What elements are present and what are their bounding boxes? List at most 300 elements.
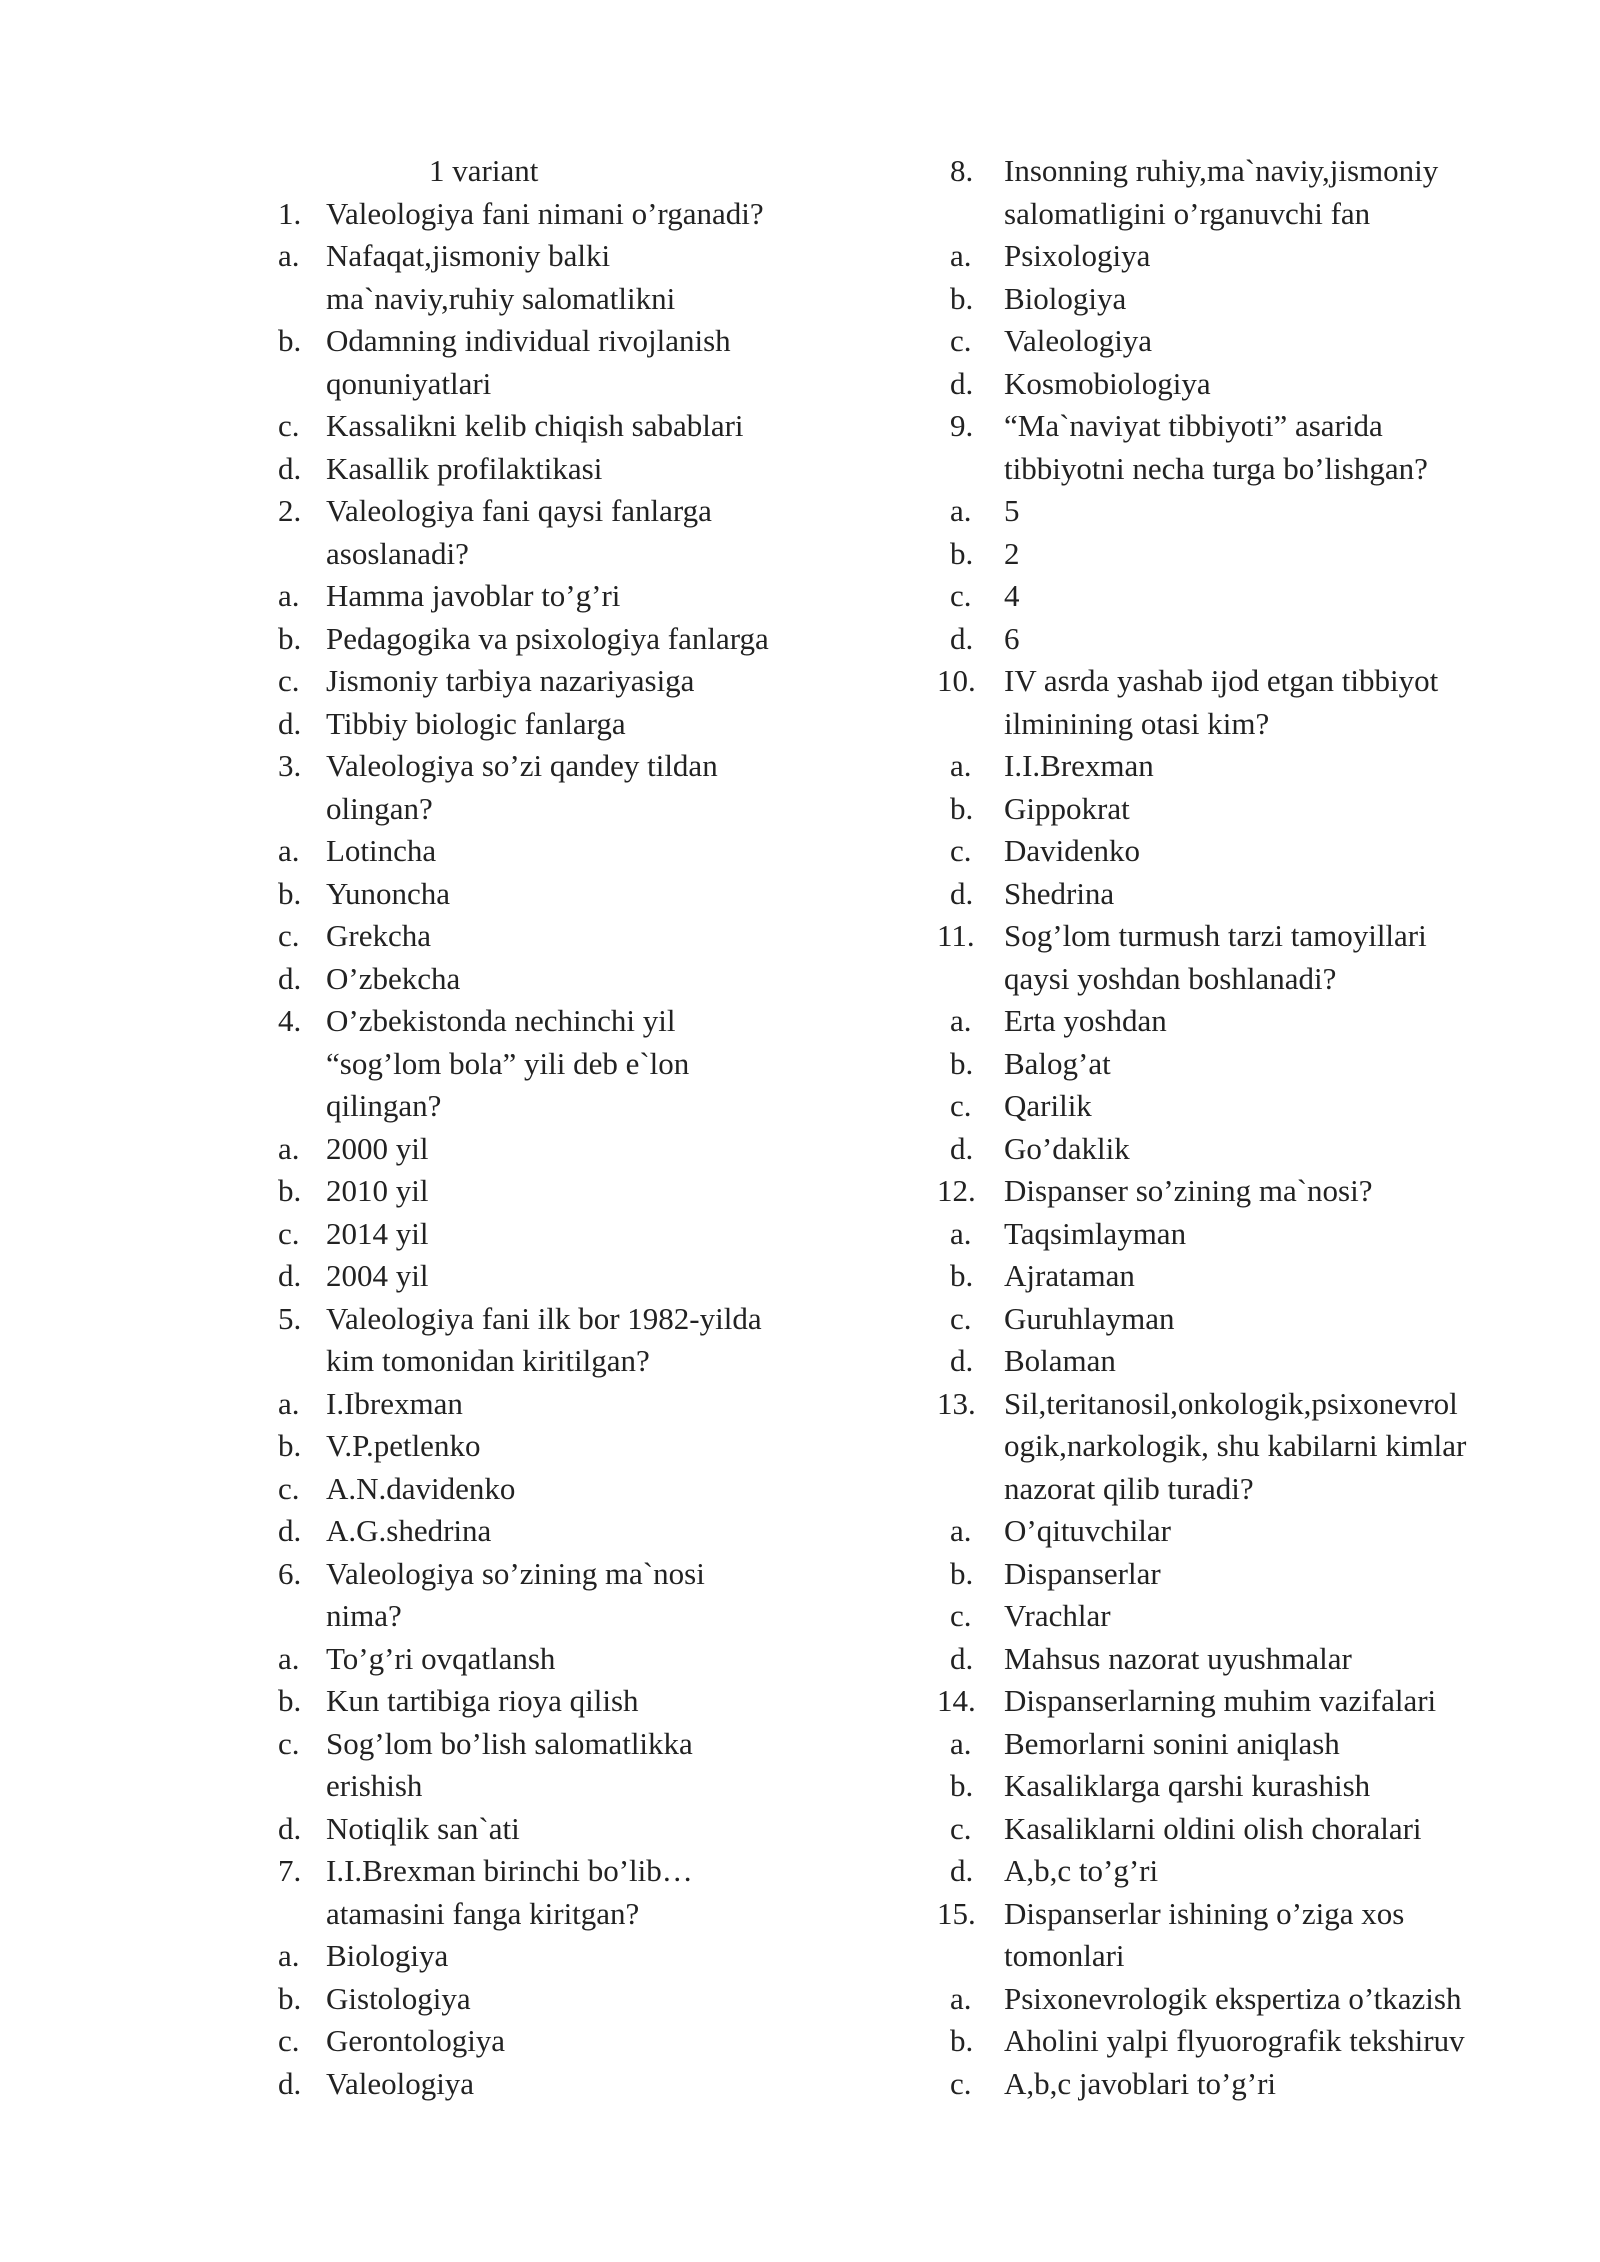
answer-option	[937, 1978, 1507, 2021]
question-item	[937, 1893, 1507, 1978]
text-line: Kasallik profilaktikasi	[326, 450, 603, 486]
text-line: erishish	[326, 1768, 423, 1803]
answer-option	[262, 1170, 822, 1213]
text-line: Nafaqat,jismoniy balki	[326, 238, 611, 273]
text-line: Valeologiya fani nimani o’rganadi?	[326, 195, 764, 231]
option-text	[1004, 1128, 1507, 1171]
text-line: Go’daklik	[1004, 1130, 1130, 1166]
option-text	[1004, 1808, 1507, 1851]
question-item	[937, 1170, 1507, 1213]
text-line: Sog’lom bo’lish salomatlikka	[326, 1725, 693, 1761]
option-text	[326, 575, 822, 618]
variant-heading: 1 variant	[429, 153, 539, 188]
option-text	[1004, 830, 1507, 873]
text-line: ogik,narkologik, shu kabilarni kimlar	[1004, 1428, 1467, 1463]
answer-option	[262, 235, 822, 320]
answer-option	[262, 320, 822, 405]
text-line: Balog’at	[1004, 1045, 1111, 1081]
text-line: Qarilik	[1004, 1088, 1092, 1123]
text-line: tibbiyotni necha turga bo’lishgan?	[1004, 450, 1428, 486]
option-text	[326, 830, 822, 873]
answer-option	[937, 1255, 1507, 1298]
text-line: Kasaliklarni oldini olish choralari	[1004, 1810, 1422, 1846]
option-letter: d.	[950, 875, 974, 911]
answer-option	[262, 660, 822, 703]
answer-option	[262, 1213, 822, 1256]
option-text	[1004, 1298, 1507, 1341]
option-letter: b.	[278, 1683, 302, 1718]
text-line: kim tomonidan kiritilgan?	[326, 1343, 650, 1378]
text-line: Tibbiy biologic fanlarga	[326, 705, 626, 741]
question-item	[262, 1000, 822, 1128]
text-line: Vrachlar	[1004, 1598, 1111, 1633]
answer-option	[262, 958, 822, 1001]
answer-option	[262, 2063, 822, 2106]
answer-option	[937, 788, 1507, 831]
option-letter: c.	[278, 1470, 300, 1506]
question-number: 15.	[937, 1895, 976, 1931]
option-letter: a.	[950, 1725, 972, 1761]
question-number: 11.	[937, 918, 975, 953]
text-line: Dispanserlar	[1004, 1555, 1161, 1591]
option-letter: c.	[950, 578, 972, 613]
option-text	[1004, 2063, 1507, 2106]
question-text	[326, 745, 822, 830]
option-text	[326, 703, 822, 746]
option-text	[1004, 1595, 1507, 1638]
answer-option	[937, 235, 1507, 278]
option-letter: a.	[950, 1513, 972, 1548]
option-letter: c.	[278, 918, 300, 953]
option-letter: d.	[278, 705, 302, 741]
option-text	[1004, 235, 1507, 278]
option-text	[326, 958, 822, 1001]
text-line: A.N.davidenko	[326, 1470, 516, 1506]
option-letter: c.	[950, 2065, 972, 2101]
question-text	[1004, 1893, 1507, 1978]
option-letter: d.	[278, 1810, 302, 1846]
option-letter: d.	[950, 1853, 974, 1888]
answer-option	[262, 448, 822, 491]
question-item	[262, 193, 822, 236]
text-line: 2010 yil	[326, 1173, 429, 1208]
question-text	[1004, 1383, 1507, 1511]
text-line: Dispanserlarning muhim vazifalari	[1004, 1683, 1437, 1718]
option-text	[326, 2020, 822, 2063]
text-line: Shedrina	[1004, 875, 1115, 911]
answer-option	[262, 873, 822, 916]
option-letter: a.	[278, 578, 300, 613]
question-number: 9.	[950, 408, 974, 443]
question-number: 5.	[278, 1300, 302, 1336]
question-text	[1004, 660, 1507, 745]
text-line: Davidenko	[1004, 833, 1141, 868]
text-line: “sog’lom bola” yili deb e`lon	[326, 1045, 690, 1081]
text-line: Grekcha	[326, 918, 431, 953]
answer-option	[262, 830, 822, 873]
text-line: Valeologiya	[1004, 323, 1153, 358]
text-line: nazorat qilib turadi?	[1004, 1470, 1254, 1506]
option-letter: d.	[278, 1513, 302, 1548]
option-text	[326, 405, 822, 448]
answer-option	[937, 1085, 1507, 1128]
text-line: 6	[1004, 620, 1020, 656]
option-letter: b.	[950, 1258, 974, 1293]
option-text	[1004, 1000, 1507, 1043]
option-letter: b.	[278, 1980, 302, 2016]
option-letter: a.	[278, 238, 300, 273]
question-item	[937, 660, 1507, 745]
question-text	[1004, 915, 1507, 1000]
option-text	[1004, 1978, 1507, 2021]
answer-option	[937, 278, 1507, 321]
answer-option	[262, 1638, 822, 1681]
question-number: 13.	[937, 1385, 976, 1421]
text-line: 4	[1004, 578, 1020, 613]
option-text	[326, 2063, 822, 2106]
answer-option	[937, 830, 1507, 873]
text-line: olingan?	[326, 790, 433, 826]
text-line: Kun tartibiga rioya qilish	[326, 1683, 639, 1718]
text-line: O’qituvchilar	[1004, 1513, 1172, 1548]
option-letter: d.	[278, 1258, 302, 1293]
text-line: O’zbekistonda nechinchi yil	[326, 1003, 676, 1038]
answer-option	[262, 575, 822, 618]
text-line: Odamning individual rivojlanish	[326, 323, 731, 358]
option-text	[1004, 618, 1507, 661]
option-letter: b.	[278, 323, 302, 358]
option-text	[326, 1468, 822, 1511]
option-letter: c.	[278, 408, 300, 443]
question-text	[326, 193, 822, 236]
answer-option	[262, 1935, 822, 1978]
answer-option	[262, 2020, 822, 2063]
question-number: 6.	[278, 1555, 302, 1591]
answer-option	[937, 490, 1507, 533]
text-line: Aholini yalpi flyuorografik tekshiruv	[1004, 2023, 1465, 2058]
option-letter: a.	[278, 1938, 300, 1973]
text-line: Hamma javoblar to’g’ri	[326, 578, 621, 613]
question-item	[937, 405, 1507, 490]
text-line: 2	[1004, 535, 1020, 571]
answer-option	[937, 533, 1507, 576]
option-text	[326, 1425, 822, 1468]
option-text	[326, 1383, 822, 1426]
option-letter: d.	[278, 450, 302, 486]
option-text	[1004, 1255, 1507, 1298]
answer-option	[937, 1723, 1507, 1766]
question-text	[326, 1298, 822, 1383]
option-text	[1004, 1085, 1507, 1128]
option-letter: c.	[278, 1725, 300, 1761]
text-line: Notiqlik san`ati	[326, 1810, 520, 1846]
option-text	[326, 1680, 822, 1723]
option-letter: a.	[950, 1215, 972, 1251]
option-text	[1004, 2020, 1507, 2063]
text-line: tomonlari	[1004, 1938, 1125, 1973]
text-line: Bolaman	[1004, 1343, 1116, 1378]
text-line: “Ma`naviyat tibbiyoti” asarida	[1004, 408, 1383, 443]
option-text	[1004, 1510, 1507, 1553]
option-text	[1004, 1340, 1507, 1383]
option-text	[1004, 1765, 1507, 1808]
option-letter: c.	[950, 1598, 972, 1633]
question-number: 10.	[937, 663, 976, 698]
answer-option	[937, 1510, 1507, 1553]
option-letter: b.	[950, 790, 974, 826]
text-line: Mahsus nazorat uyushmalar	[1004, 1640, 1352, 1676]
text-line: Kassalikni kelib chiqish sabablari	[326, 408, 744, 443]
option-text	[1004, 1553, 1507, 1596]
text-line: qonuniyatlari	[326, 365, 492, 401]
option-letter: c.	[278, 663, 300, 698]
option-text	[326, 1170, 822, 1213]
question-text	[326, 1553, 822, 1638]
option-text	[1004, 1638, 1507, 1681]
text-line: Biologiya	[1004, 280, 1127, 316]
option-text	[1004, 533, 1507, 576]
answer-option	[937, 873, 1507, 916]
option-letter: b.	[950, 1555, 974, 1591]
text-line: Psixologiya	[1004, 238, 1151, 273]
option-letter: c.	[950, 1810, 972, 1846]
option-text	[326, 1723, 822, 1808]
option-letter: a.	[278, 1385, 300, 1421]
option-letter: b.	[950, 2023, 974, 2058]
text-line: 2000 yil	[326, 1130, 429, 1166]
option-text	[1004, 788, 1507, 831]
text-line: O’zbekcha	[326, 960, 461, 996]
question-item	[937, 915, 1507, 1000]
option-letter: a.	[278, 1130, 300, 1166]
question-text	[1004, 150, 1507, 235]
option-letter: d.	[950, 1640, 974, 1676]
option-letter: b.	[950, 1045, 974, 1081]
answer-option	[937, 1298, 1507, 1341]
option-text	[1004, 1723, 1507, 1766]
question-text	[326, 1000, 822, 1128]
answer-option	[262, 1680, 822, 1723]
answer-option	[937, 575, 1507, 618]
answer-option	[262, 618, 822, 661]
option-text	[1004, 745, 1507, 788]
answer-option	[937, 1850, 1507, 1893]
text-line: Gistologiya	[326, 1980, 471, 2016]
answer-option	[937, 2020, 1507, 2063]
answer-option	[262, 1808, 822, 1851]
option-letter: a.	[278, 1640, 300, 1676]
option-letter: b.	[278, 1173, 302, 1208]
option-text	[1004, 320, 1507, 363]
text-line: 2004 yil	[326, 1258, 429, 1293]
text-line: A,b,c to’g’ri	[1004, 1853, 1159, 1888]
option-letter: c.	[950, 1088, 972, 1123]
text-line: I.I.Brexman birinchi bo’lib…	[326, 1853, 693, 1888]
question-item	[262, 745, 822, 830]
text-line: Gerontologiya	[326, 2023, 506, 2058]
question-text	[1004, 1680, 1507, 1723]
text-line: Kosmobiologiya	[1004, 365, 1211, 401]
question-text	[326, 490, 822, 575]
text-line: A.G.shedrina	[326, 1513, 492, 1548]
option-letter: d.	[278, 2065, 302, 2101]
answer-option	[262, 1978, 822, 2021]
question-number: 12.	[937, 1173, 976, 1208]
text-line: Pedagogika va psixologiya fanlarga	[326, 620, 769, 656]
option-letter: d.	[278, 960, 302, 996]
text-line: Valeologiya so’zining ma`nosi	[326, 1555, 705, 1591]
question-text	[1004, 405, 1507, 490]
question-number: 14.	[937, 1683, 976, 1718]
option-text	[326, 1978, 822, 2021]
text-line: Valeologiya so’zi qandey tildan	[326, 748, 718, 783]
text-line: Bemorlarni sonini aniqlash	[1004, 1725, 1340, 1761]
question-number: 1.	[278, 195, 302, 231]
answer-option	[937, 1043, 1507, 1086]
answer-option	[937, 1128, 1507, 1171]
answer-option	[937, 363, 1507, 406]
option-text	[1004, 1213, 1507, 1256]
text-line: Guruhlayman	[1004, 1300, 1175, 1336]
option-letter: b.	[950, 1768, 974, 1803]
text-line: 5	[1004, 493, 1020, 528]
answer-option	[937, 320, 1507, 363]
answer-option	[262, 915, 822, 958]
answer-option	[262, 1128, 822, 1171]
text-line: qilingan?	[326, 1088, 442, 1123]
answer-option	[262, 1468, 822, 1511]
text-line: I.Ibrexman	[326, 1385, 463, 1421]
text-line: Valeologiya fani qaysi fanlarga	[326, 493, 712, 528]
text-line: Lotincha	[326, 833, 437, 868]
option-text	[326, 1128, 822, 1171]
question-number: 3.	[278, 748, 302, 783]
text-line: Kasaliklarga qarshi kurashish	[1004, 1768, 1371, 1803]
option-text	[1004, 278, 1507, 321]
answer-option	[262, 1255, 822, 1298]
question-item	[937, 150, 1507, 235]
text-line: IV asrda yashab ijod etgan tibbiyot	[1004, 663, 1439, 698]
question-item	[262, 1298, 822, 1383]
option-text	[326, 1255, 822, 1298]
answer-option	[937, 1000, 1507, 1043]
option-text	[326, 915, 822, 958]
question-number: 7.	[278, 1853, 302, 1888]
option-text	[326, 448, 822, 491]
text-line: atamasini fanga kiritgan?	[326, 1895, 640, 1931]
option-text	[326, 618, 822, 661]
question-item	[262, 1850, 822, 1935]
text-line: V.P.petlenko	[326, 1428, 481, 1463]
text-line: ma`naviy,ruhiy salomatlikni	[326, 280, 676, 316]
option-text	[326, 1213, 822, 1256]
option-letter: d.	[950, 1343, 974, 1378]
text-line: qaysi yoshdan boshlanadi?	[1004, 960, 1337, 996]
option-letter: b.	[278, 875, 302, 911]
text-line: Valeologiya	[326, 2065, 475, 2101]
option-letter: d.	[950, 620, 974, 656]
question-item	[262, 1553, 822, 1638]
question-number: 8.	[950, 153, 974, 188]
text-line: To’g’ri ovqatlansh	[326, 1640, 556, 1676]
question-number: 4.	[278, 1003, 302, 1038]
right-column	[937, 150, 1507, 2105]
answer-option	[262, 703, 822, 746]
option-text	[1004, 575, 1507, 618]
text-line: Ajrataman	[1004, 1258, 1135, 1293]
option-letter: a.	[950, 748, 972, 783]
text-line: ilminining otasi kim?	[1004, 705, 1270, 741]
option-letter: a.	[950, 238, 972, 273]
answer-option	[937, 2063, 1507, 2106]
answer-option	[937, 1638, 1507, 1681]
option-text	[326, 1935, 822, 1978]
text-line: Jismoniy tarbiya nazariyasiga	[326, 663, 695, 698]
option-text	[326, 1638, 822, 1681]
answer-option	[262, 1383, 822, 1426]
option-letter: c.	[950, 833, 972, 868]
text-line: salomatligini o’rganuvchi fan	[1004, 195, 1371, 231]
text-line: Erta yoshdan	[1004, 1003, 1167, 1038]
question-item	[262, 490, 822, 575]
answer-option	[937, 1213, 1507, 1256]
answer-option	[937, 1765, 1507, 1808]
option-text	[1004, 873, 1507, 916]
option-text	[326, 1808, 822, 1851]
text-line: 2014 yil	[326, 1215, 429, 1251]
option-text	[326, 873, 822, 916]
question-item	[937, 1383, 1507, 1511]
text-line: Psixonevrologik ekspertiza o’tkazish	[1004, 1980, 1462, 2016]
answer-option	[937, 1553, 1507, 1596]
answer-option	[937, 745, 1507, 788]
option-letter: b.	[950, 280, 974, 316]
option-text	[1004, 1850, 1507, 1893]
option-letter: a.	[950, 493, 972, 528]
answer-option	[262, 1510, 822, 1553]
text-line: Taqsimlayman	[1004, 1215, 1187, 1251]
question-text	[1004, 1170, 1507, 1213]
left-column	[262, 150, 822, 2105]
answer-option	[937, 1808, 1507, 1851]
text-line: I.I.Brexman	[1004, 748, 1154, 783]
text-line: Insonning ruhiy,ma`naviy,jismoniy	[1004, 153, 1439, 188]
option-letter: b.	[278, 1428, 302, 1463]
option-text	[326, 320, 822, 405]
answer-option	[262, 1723, 822, 1808]
text-line: Sil,teritanosil,onkologik,psixonevrol	[1004, 1385, 1458, 1421]
option-letter: a.	[278, 833, 300, 868]
option-letter: b.	[278, 620, 302, 656]
answer-option	[262, 405, 822, 448]
option-letter: c.	[278, 1215, 300, 1251]
text-line: nima?	[326, 1598, 402, 1633]
question-item	[937, 1680, 1507, 1723]
answer-option	[937, 618, 1507, 661]
text-line: A,b,c javoblari to’g’ri	[1004, 2065, 1277, 2101]
text-line: Dispanser so’zining ma`nosi?	[1004, 1173, 1373, 1208]
text-line: Sog’lom turmush tarzi tamoyillari	[1004, 918, 1427, 953]
option-letter: a.	[950, 1003, 972, 1038]
option-text	[1004, 363, 1507, 406]
text-line: Gippokrat	[1004, 790, 1130, 826]
text-line: asoslanadi?	[326, 535, 469, 571]
text-line: Dispanserlar ishining o’ziga xos	[1004, 1895, 1405, 1931]
option-text	[326, 660, 822, 703]
option-text	[326, 1510, 822, 1553]
text-line: Biologiya	[326, 1938, 449, 1973]
option-letter: a.	[950, 1980, 972, 2016]
